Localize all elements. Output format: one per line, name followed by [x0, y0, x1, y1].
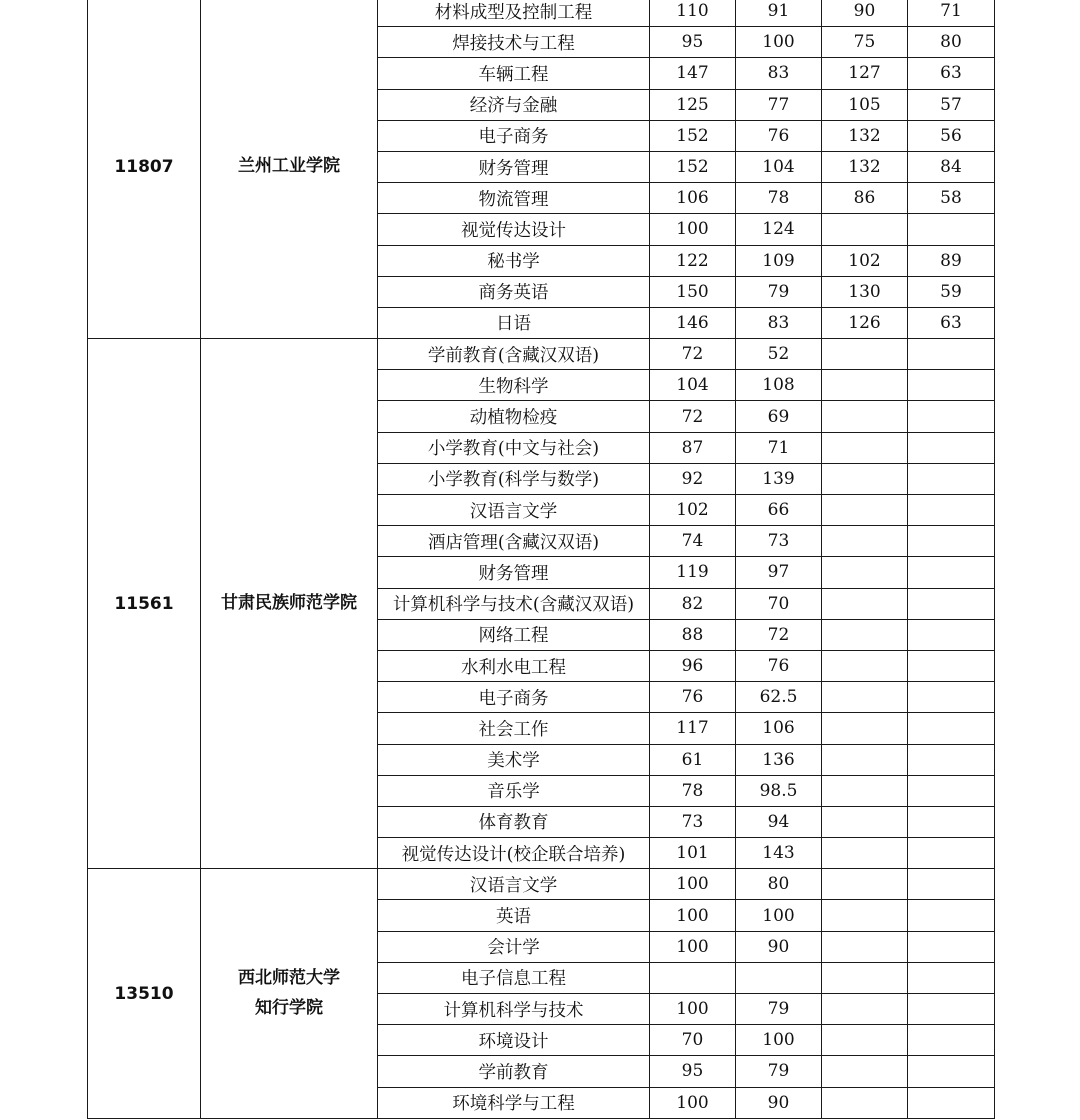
major-name-cell: 电子信息工程 [378, 962, 650, 993]
score-cell [822, 713, 908, 744]
score-cell [822, 370, 908, 401]
score-cell [822, 588, 908, 619]
table-row [88, 339, 995, 370]
score-cell [908, 463, 995, 494]
score-cell [908, 682, 995, 713]
score-cell: 110 [650, 0, 736, 27]
major-name-cell: 社会工作 [378, 713, 650, 744]
score-cell: 70 [650, 1025, 736, 1056]
score-cell: 83 [736, 307, 822, 338]
school-name-line: 知行学院 [255, 997, 323, 1018]
table-row [88, 0, 995, 27]
score-cell [908, 650, 995, 681]
score-cell: 122 [650, 245, 736, 276]
score-cell: 150 [650, 276, 736, 307]
score-cell: 100 [650, 1087, 736, 1118]
score-cell: 100 [650, 900, 736, 931]
major-name-cell: 体育教育 [378, 806, 650, 837]
score-cell: 74 [650, 526, 736, 557]
score-cell: 94 [736, 806, 822, 837]
major-name-cell: 生物科学 [378, 370, 650, 401]
major-name-cell: 物流管理 [378, 183, 650, 214]
score-cell: 71 [908, 0, 995, 27]
major-name-cell: 焊接技术与工程 [378, 27, 650, 58]
major-name-cell: 汉语言文学 [378, 869, 650, 900]
score-cell: 124 [736, 214, 822, 245]
score-cell: 126 [822, 307, 908, 338]
school-name-cell [201, 339, 378, 869]
score-cell: 61 [650, 744, 736, 775]
score-cell [908, 370, 995, 401]
major-name-cell: 财务管理 [378, 557, 650, 588]
score-cell [908, 806, 995, 837]
score-cell: 97 [736, 557, 822, 588]
score-cell: 100 [736, 1025, 822, 1056]
score-cell [822, 869, 908, 900]
score-cell [822, 994, 908, 1025]
score-cell [908, 1025, 995, 1056]
score-cell: 98.5 [736, 775, 822, 806]
score-cell: 71 [736, 432, 822, 463]
score-cell: 57 [908, 89, 995, 120]
score-cell: 136 [736, 744, 822, 775]
major-name-cell: 美术学 [378, 744, 650, 775]
score-cell: 80 [736, 869, 822, 900]
score-cell: 100 [736, 27, 822, 58]
score-cell: 102 [650, 495, 736, 526]
major-name-cell: 视觉传达设计 [378, 214, 650, 245]
score-cell: 56 [908, 120, 995, 151]
score-cell: 76 [736, 650, 822, 681]
score-cell: 63 [908, 307, 995, 338]
score-cell: 100 [650, 214, 736, 245]
score-cell: 143 [736, 838, 822, 869]
major-name-cell: 车辆工程 [378, 58, 650, 89]
score-cell: 104 [650, 370, 736, 401]
score-cell: 108 [736, 370, 822, 401]
major-name-cell: 计算机科学与技术(含藏汉双语) [378, 588, 650, 619]
score-cell: 88 [650, 619, 736, 650]
score-cell [822, 1056, 908, 1087]
score-cell: 75 [822, 27, 908, 58]
table-body [88, 0, 995, 1118]
score-cell [908, 1056, 995, 1087]
score-cell: 152 [650, 151, 736, 182]
score-cell: 119 [650, 557, 736, 588]
score-cell: 152 [650, 120, 736, 151]
score-cell: 84 [908, 151, 995, 182]
score-cell: 76 [650, 682, 736, 713]
score-cell [908, 495, 995, 526]
score-cell [822, 432, 908, 463]
score-cell: 139 [736, 463, 822, 494]
score-cell: 125 [650, 89, 736, 120]
score-cell: 109 [736, 245, 822, 276]
score-cell: 130 [822, 276, 908, 307]
school-name-line: 兰州工业学院 [238, 156, 340, 177]
score-cell: 79 [736, 1056, 822, 1087]
score-cell [650, 962, 736, 993]
major-name-cell: 秘书学 [378, 245, 650, 276]
admission-score-table [87, 0, 995, 1119]
major-name-cell: 会计学 [378, 931, 650, 962]
score-cell [908, 900, 995, 931]
school-code-cell: 13510 [88, 869, 201, 1119]
score-cell [908, 838, 995, 869]
score-cell: 86 [822, 183, 908, 214]
major-name-cell: 环境设计 [378, 1025, 650, 1056]
score-cell [822, 962, 908, 993]
score-cell: 87 [650, 432, 736, 463]
score-cell: 100 [650, 869, 736, 900]
score-cell: 106 [650, 183, 736, 214]
score-cell [822, 526, 908, 557]
score-cell [908, 432, 995, 463]
score-cell: 101 [650, 838, 736, 869]
major-name-cell: 商务英语 [378, 276, 650, 307]
score-cell: 95 [650, 1056, 736, 1087]
score-cell [822, 900, 908, 931]
school-name-cell [201, 869, 378, 1119]
score-cell [822, 1025, 908, 1056]
score-cell [908, 775, 995, 806]
score-cell: 52 [736, 339, 822, 370]
major-name-cell: 汉语言文学 [378, 495, 650, 526]
score-cell: 70 [736, 588, 822, 619]
major-name-cell: 视觉传达设计(校企联合培养) [378, 838, 650, 869]
score-cell [908, 962, 995, 993]
score-cell: 102 [822, 245, 908, 276]
major-name-cell: 材料成型及控制工程 [378, 0, 650, 27]
score-cell: 132 [822, 151, 908, 182]
score-cell [908, 713, 995, 744]
score-cell [822, 682, 908, 713]
major-name-cell: 日语 [378, 307, 650, 338]
score-cell: 105 [822, 89, 908, 120]
major-name-cell: 动植物检疫 [378, 401, 650, 432]
score-cell: 62.5 [736, 682, 822, 713]
score-cell [736, 962, 822, 993]
score-cell: 147 [650, 58, 736, 89]
score-cell [908, 401, 995, 432]
score-cell: 100 [650, 931, 736, 962]
score-cell: 90 [822, 0, 908, 27]
major-name-cell: 学前教育 [378, 1056, 650, 1087]
score-cell [908, 339, 995, 370]
major-name-cell: 酒店管理(含藏汉双语) [378, 526, 650, 557]
score-cell [822, 401, 908, 432]
score-cell: 96 [650, 650, 736, 681]
score-cell [908, 588, 995, 619]
score-cell: 100 [736, 900, 822, 931]
score-cell [822, 650, 908, 681]
score-cell: 100 [650, 994, 736, 1025]
score-cell: 72 [650, 401, 736, 432]
school-name-cell [201, 0, 378, 339]
major-name-cell: 小学教育(科学与数学) [378, 463, 650, 494]
score-cell: 76 [736, 120, 822, 151]
score-cell [822, 1087, 908, 1118]
major-name-cell: 电子商务 [378, 120, 650, 151]
score-cell: 91 [736, 0, 822, 27]
major-name-cell: 财务管理 [378, 151, 650, 182]
score-cell [822, 806, 908, 837]
major-name-cell: 英语 [378, 900, 650, 931]
score-cell: 72 [650, 339, 736, 370]
score-cell: 63 [908, 58, 995, 89]
score-cell [908, 557, 995, 588]
score-cell: 146 [650, 307, 736, 338]
major-name-cell: 音乐学 [378, 775, 650, 806]
score-cell: 106 [736, 713, 822, 744]
score-cell: 132 [822, 120, 908, 151]
score-cell [822, 557, 908, 588]
table-row [88, 869, 995, 900]
score-cell [822, 775, 908, 806]
score-cell [908, 869, 995, 900]
score-cell [822, 495, 908, 526]
score-cell: 58 [908, 183, 995, 214]
score-cell [822, 744, 908, 775]
score-cell [908, 619, 995, 650]
score-cell [822, 931, 908, 962]
score-cell [908, 214, 995, 245]
score-cell: 89 [908, 245, 995, 276]
score-cell [908, 931, 995, 962]
score-cell: 82 [650, 588, 736, 619]
score-cell: 72 [736, 619, 822, 650]
score-cell [908, 744, 995, 775]
score-cell: 90 [736, 931, 822, 962]
score-cell: 83 [736, 58, 822, 89]
score-cell: 104 [736, 151, 822, 182]
score-cell [822, 214, 908, 245]
score-cell: 78 [650, 775, 736, 806]
score-cell: 79 [736, 994, 822, 1025]
score-cell: 66 [736, 495, 822, 526]
school-code-cell: 11561 [88, 339, 201, 869]
score-cell: 90 [736, 1087, 822, 1118]
major-name-cell: 环境科学与工程 [378, 1087, 650, 1118]
score-cell: 69 [736, 401, 822, 432]
score-cell: 79 [736, 276, 822, 307]
score-cell: 73 [650, 806, 736, 837]
score-cell: 73 [736, 526, 822, 557]
major-name-cell: 水利水电工程 [378, 650, 650, 681]
score-cell [822, 838, 908, 869]
score-cell: 80 [908, 27, 995, 58]
score-cell: 117 [650, 713, 736, 744]
score-cell [822, 463, 908, 494]
school-code-cell: 11807 [88, 0, 201, 339]
score-cell: 59 [908, 276, 995, 307]
score-cell [822, 619, 908, 650]
score-cell: 95 [650, 27, 736, 58]
score-cell: 127 [822, 58, 908, 89]
major-name-cell: 学前教育(含藏汉双语) [378, 339, 650, 370]
score-cell [908, 1087, 995, 1118]
score-cell: 78 [736, 183, 822, 214]
school-name-line: 西北师范大学 [238, 967, 340, 988]
school-name-line: 甘肃民族师范学院 [221, 592, 357, 613]
major-name-cell: 小学教育(中文与社会) [378, 432, 650, 463]
score-cell: 92 [650, 463, 736, 494]
score-cell [908, 526, 995, 557]
major-name-cell: 经济与金融 [378, 89, 650, 120]
score-cell [908, 994, 995, 1025]
major-name-cell: 电子商务 [378, 682, 650, 713]
score-cell: 77 [736, 89, 822, 120]
score-cell [822, 339, 908, 370]
major-name-cell: 网络工程 [378, 619, 650, 650]
major-name-cell: 计算机科学与技术 [378, 994, 650, 1025]
